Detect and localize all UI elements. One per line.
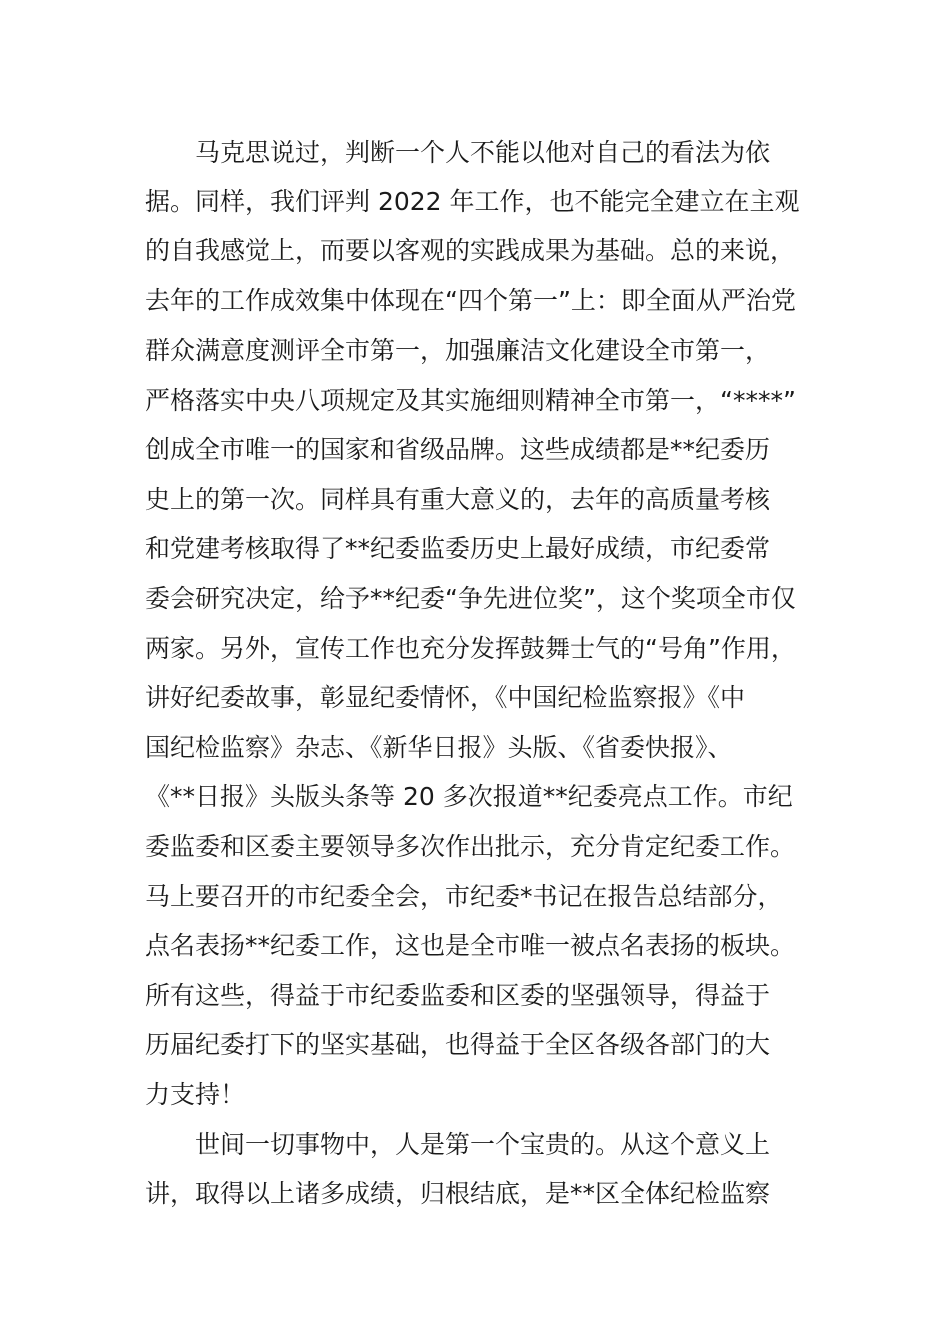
text-line-20: 力支持！ [145, 1080, 246, 1109]
text-line-21: 世间一切事物中，人是第一个宝贵的。从这个意义上 [195, 1130, 771, 1159]
text-line-16: 马上要召开的市纪委全会，市纪委*书记在报告总结部分， [145, 882, 783, 911]
text-line-15: 委监委和区委主要领导多次作出批示，充分肯定纪委工作。 [145, 832, 796, 861]
text-line-1: 马克思说过，判断一个人不能以他对自己的看法为依 [195, 138, 771, 167]
text-line-5: 群众满意度测评全市第一，加强廉洁文化建设全市第一， [145, 336, 771, 365]
text-line-11: 两家。另外，宣传工作也充分发挥鼓舞士气的“号角”作用， [145, 634, 796, 663]
text-line-14: 《**日报》头版头条等 20 多次报道**纪委亮点工作。市纪 [145, 782, 793, 811]
text-line-3: 的自我感觉上，而要以客观的实践成果为基础。总的来说， [145, 236, 796, 265]
text-line-8: 史上的第一次。同样具有重大意义的，去年的高质量考核 [145, 485, 771, 514]
text-line-2: 据。同样，我们评判 2022 年工作，也不能完全建立在主观 [145, 187, 800, 216]
text-line-9: 和党建考核取得了**纪委监委历史上最好成绩，市纪委常 [145, 534, 771, 563]
text-line-22: 讲，取得以上诸多成绩，归根结底，是**区全体纪检监察 [145, 1179, 771, 1208]
text-line-4: 去年的工作成效集中体现在“四个第一”上：即全面从严治党 [145, 286, 796, 315]
text-line-10: 委会研究决定，给予**纪委“争先进位奖”，这个奖项全市仅 [145, 584, 796, 613]
text-line-13: 国纪检监察》杂志、《新华日报》头版、《省委快报》、 [145, 733, 733, 762]
text-line-19: 历届纪委打下的坚实基础，也得益于全区各级各部门的大 [145, 1030, 771, 1059]
text-line-17: 点名表扬**纪委工作，这也是全市唯一被点名表扬的板块。 [145, 931, 796, 960]
text-line-7: 创成全市唯一的国家和省级品牌。这些成绩都是**纪委历 [145, 435, 771, 464]
text-line-18: 所有这些，得益于市纪委监委和区委的坚强领导，得益于 [145, 981, 771, 1010]
text-line-12: 讲好纪委故事，彰显纪委情怀，《中国纪检监察报》《中 [145, 683, 746, 712]
text-line-6: 严格落实中央八项规定及其实施细则精神全市第一，“****” [145, 386, 796, 415]
